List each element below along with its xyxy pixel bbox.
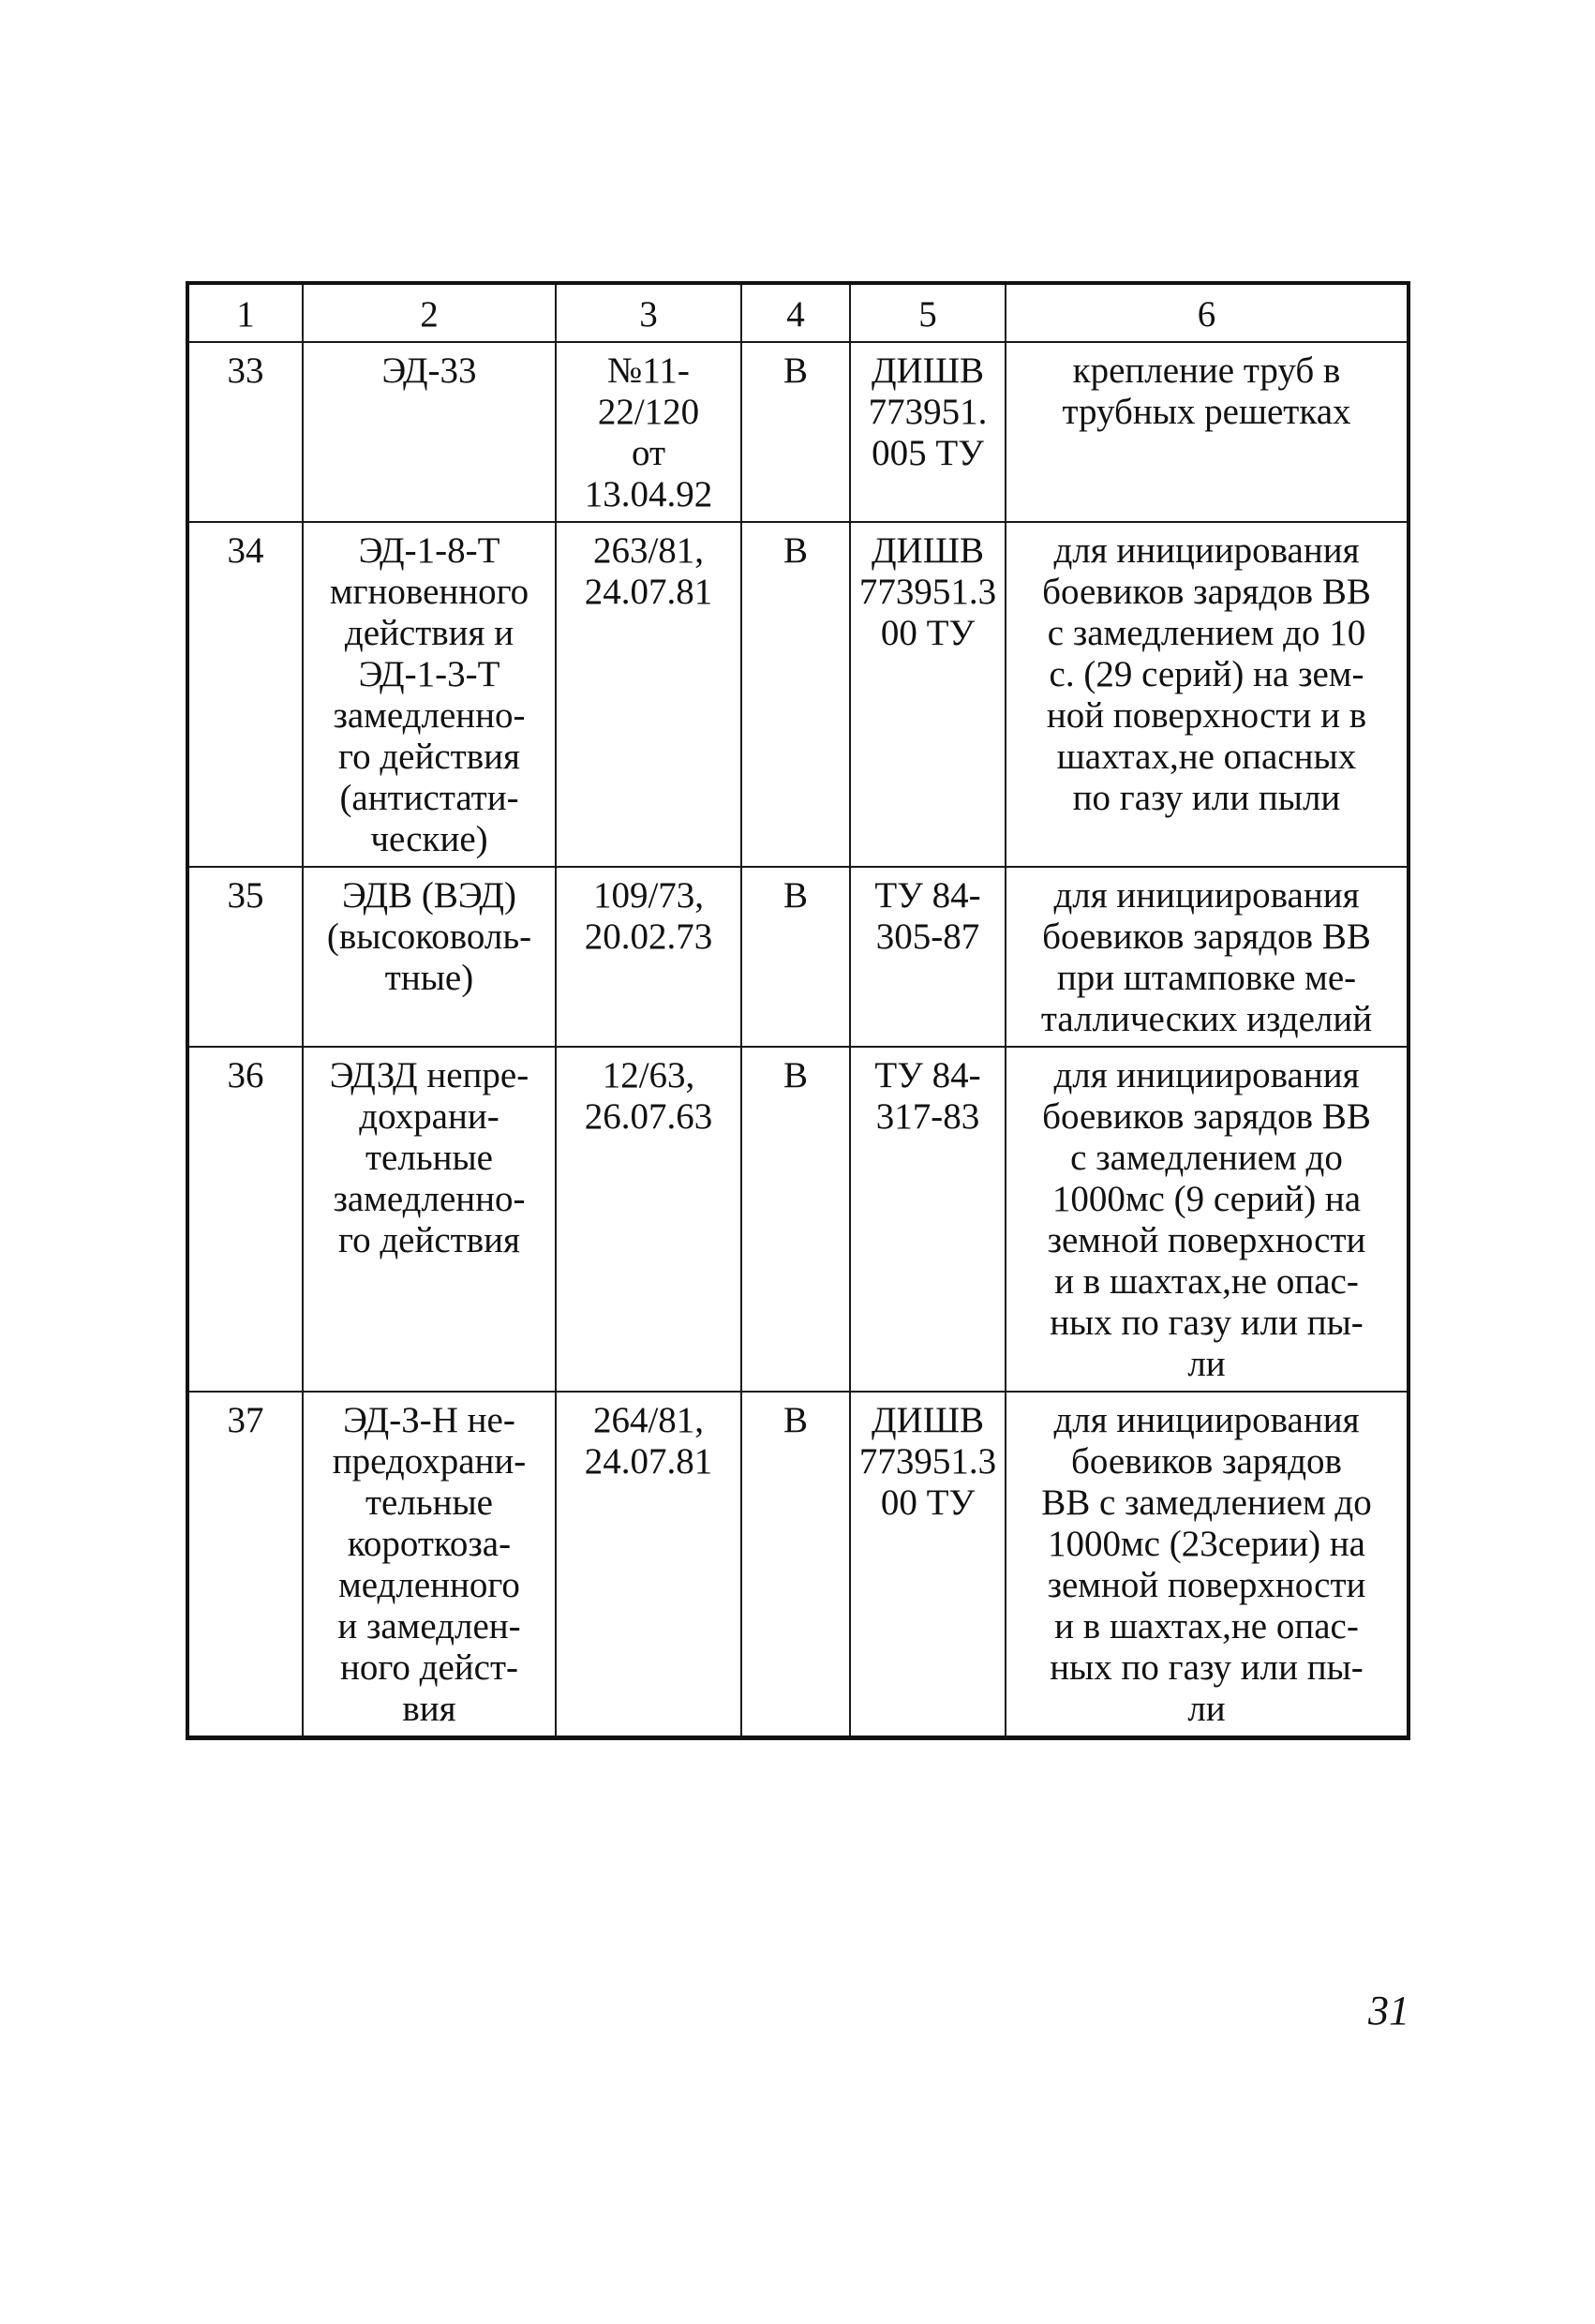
row-number-cell: 33: [187, 342, 303, 522]
product-name-cell: ЭД-З-Н не- предохрани- тельные короткоза- медленного и замедлен- ного дейст- вия: [303, 1392, 556, 1738]
usage-cell: для инициирования боевиков зарядов ВВ при штамповке ме- таллических изделий: [1006, 867, 1409, 1047]
usage-cell: для инициирования боевиков зарядов ВВ с замедлением до 1000мс (23серии) на земной поверхности и в шахтах,не опас- ных по газу или пы- ли: [1006, 1392, 1409, 1738]
permit-cell: 12/63, 26.07.63: [556, 1047, 741, 1392]
class-cell: В: [741, 1047, 850, 1392]
specification-cell: ДИШВ 773951.3 00 ТУ: [850, 522, 1006, 867]
specification-cell: ДИШВ 773951. 005 ТУ: [850, 342, 1006, 522]
row-number-cell: 34: [187, 522, 303, 867]
specification-cell: ДИШВ 773951.3 00 ТУ: [850, 1392, 1006, 1738]
product-name-cell: ЭДВ (ВЭД) (высоковоль- тные): [303, 867, 556, 1047]
class-cell: В: [741, 522, 850, 867]
row-number-cell: 36: [187, 1047, 303, 1392]
product-name-cell: ЭД-1-8-Т мгновенного действия и ЭД-1-3-Т замедленно- го действия (антистати- ческие): [303, 522, 556, 867]
column-number-cell: 4: [741, 283, 850, 342]
product-name-cell: ЭДЗД непре- дохрани- тельные замедленно- го действия: [303, 1047, 556, 1392]
specification-cell: ТУ 84- 317-83: [850, 1047, 1006, 1392]
class-cell: В: [741, 867, 850, 1047]
column-number-cell: 3: [556, 283, 741, 342]
column-number-cell: 5: [850, 283, 1006, 342]
table-row: [187, 342, 1409, 522]
specification-cell: ТУ 84- 305-87: [850, 867, 1006, 1047]
page-number: 31: [1368, 1988, 1409, 2034]
permit-cell: 263/81, 24.07.81: [556, 522, 741, 867]
class-cell: В: [741, 1392, 850, 1738]
detonators-table: [186, 281, 1410, 1740]
permit-cell: №11- 22/120 от 13.04.92: [556, 342, 741, 522]
table-row: [187, 867, 1409, 1047]
usage-cell: для инициирования боевиков зарядов ВВ с замедлением до 10 с. (29 серий) на зем- ной поверхности и в шахтах,не опасных по газу или пыли: [1006, 522, 1409, 867]
row-number-cell: 37: [187, 1392, 303, 1738]
usage-cell: для инициирования боевиков зарядов ВВ с замедлением до 1000мс (9 серий) на земной поверхности и в шахтах,не опас- ных по газу или пы- ли: [1006, 1047, 1409, 1392]
column-number-cell: 2: [303, 283, 556, 342]
permit-cell: 109/73, 20.02.73: [556, 867, 741, 1047]
usage-cell: крепление труб в трубных решетках: [1006, 342, 1409, 522]
row-number-cell: 35: [187, 867, 303, 1047]
table-row: [187, 1392, 1409, 1738]
table-row: [187, 522, 1409, 867]
permit-cell: 264/81, 24.07.81: [556, 1392, 741, 1738]
column-number-row: [187, 283, 1409, 342]
class-cell: В: [741, 342, 850, 522]
column-number-cell: 1: [187, 283, 303, 342]
product-name-cell: ЭД-33: [303, 342, 556, 522]
table-row: [187, 1047, 1409, 1392]
column-number-cell: 6: [1006, 283, 1409, 342]
